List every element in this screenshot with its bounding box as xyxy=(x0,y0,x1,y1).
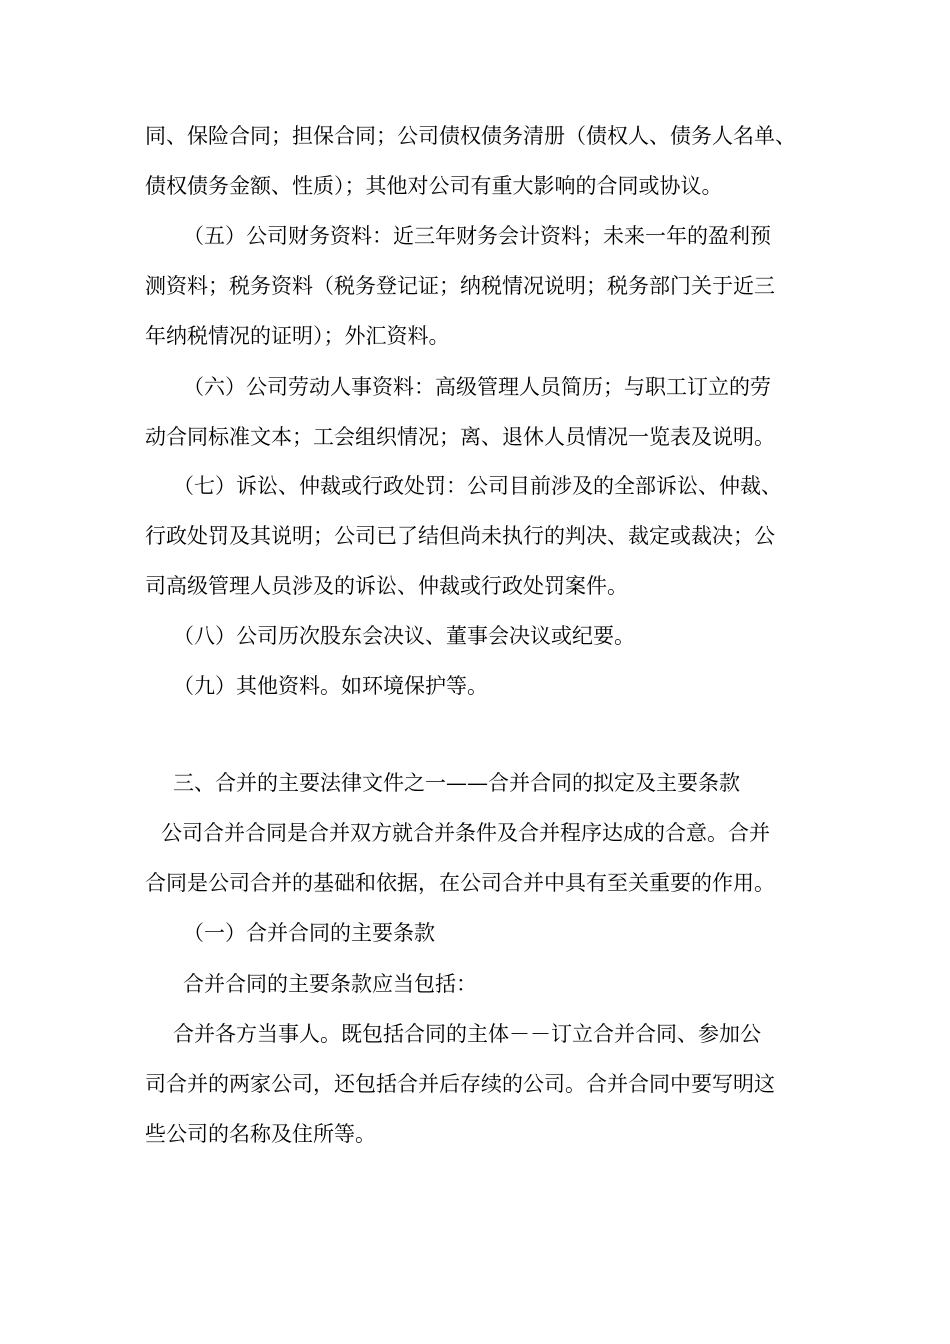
text-line xyxy=(0,818,950,848)
text-line xyxy=(0,221,950,251)
section-heading xyxy=(0,768,950,798)
text-line-content: 司合并的两家公司，还包括合并后存续的公司。合并合同中要写明这 xyxy=(145,1072,775,1096)
text-line xyxy=(0,671,950,701)
section-heading-text: 三、合并的主要法律文件之一——合并合同的拟定及主要条款 xyxy=(173,771,740,795)
text-line xyxy=(0,1019,950,1049)
text-line-content: 测资料；税务资料（税务登记证；纳税情况说明；税务部门关于近三 xyxy=(145,274,775,298)
text-line xyxy=(0,271,950,301)
text-line xyxy=(0,121,950,151)
text-line xyxy=(0,422,950,452)
text-line-content: 合并各方当事人。既包括合同的主体－－订立合并合同、参加公 xyxy=(173,1022,761,1046)
text-line-content: 公司合并合同是合并双方就合并条件及合并程序达成的合意。合并 xyxy=(161,821,770,845)
text-line-content: 年纳税情况的证明）；外汇资料。 xyxy=(145,324,450,348)
text-line-content: 动合同标准文本；工会组织情况；离、退休人员情况一览表及说明。 xyxy=(145,425,775,449)
text-line xyxy=(0,1069,950,1099)
text-line xyxy=(0,571,950,601)
subsection-heading xyxy=(0,918,950,948)
text-line-content: 合并合同的主要条款应当包括： xyxy=(183,972,477,996)
text-line xyxy=(0,321,950,351)
text-line-content: 行政处罚及其说明；公司已了结但尚未执行的判决、裁定或裁决；公 xyxy=(145,524,775,548)
text-line xyxy=(0,171,950,201)
text-line xyxy=(0,868,950,898)
text-line-content: 同、保险合同；担保合同；公司债权债务清册（债权人、债务人名单、 xyxy=(145,124,796,148)
text-line-content: （九）其他资料。如环境保护等。 xyxy=(173,674,488,698)
text-line xyxy=(0,1119,950,1149)
text-line-content: （七）诉讼、仲裁或行政处罚：公司目前涉及的全部诉讼、仲裁、 xyxy=(173,474,782,498)
text-line-content: 债权债务金额、性质）；其他对公司有重大影响的合同或协议。 xyxy=(145,174,723,198)
text-line xyxy=(0,969,950,999)
text-line-content: 合同是公司合并的基础和依据，在公司合并中具有至关重要的作用。 xyxy=(145,871,775,895)
text-line xyxy=(0,521,950,551)
text-line-content: 些公司的名称及住所等。 xyxy=(145,1122,376,1146)
text-line xyxy=(0,471,950,501)
text-line-content: 司高级管理人员涉及的诉讼、仲裁或行政处罚案件。 xyxy=(145,574,628,598)
text-line-content: （五）公司财务资料：近三年财务会计资料；未来一年的盈利预 xyxy=(183,224,771,248)
text-line-content: （八）公司历次股东会决议、董事会决议或纪要。 xyxy=(173,624,635,648)
text-line xyxy=(0,621,950,651)
text-line-content: （六）公司劳动人事资料：高级管理人员简历；与职工订立的劳 xyxy=(183,375,771,399)
subsection-heading-text: （一）合并合同的主要条款 xyxy=(183,921,435,945)
text-line xyxy=(0,372,950,402)
